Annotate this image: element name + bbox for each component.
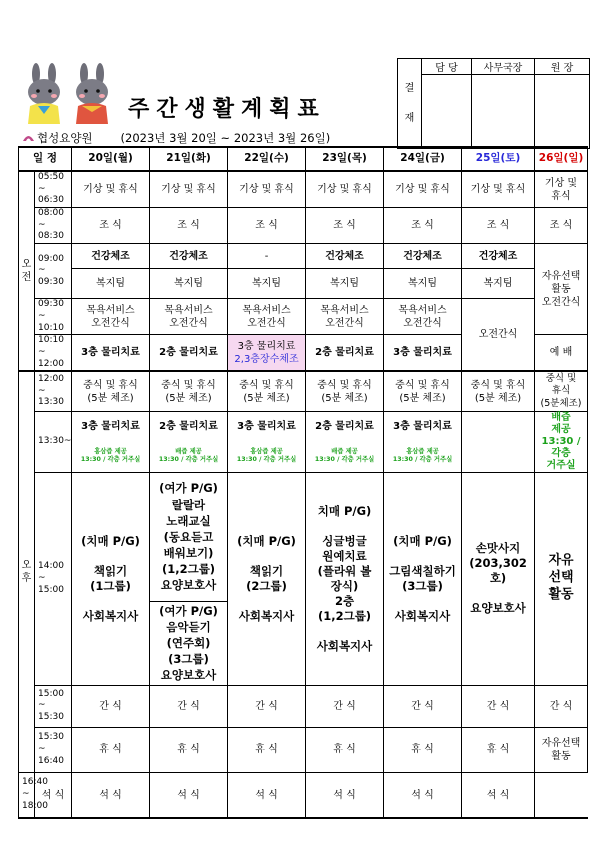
table-row [19, 685, 588, 727]
schedule-cell [228, 441, 306, 473]
pm-label [19, 371, 35, 772]
cell-text: 목욕서비스 오전간식 [320, 304, 369, 329]
cell-text-green: 홍삼즙 제공 13:30 / 각층 거주실 [236, 448, 297, 464]
org-name: 협성요양원 [37, 131, 93, 145]
time-slot [35, 299, 72, 335]
schedule-cell: 기상 및 휴식 [462, 171, 535, 208]
schedule-cell: 석 식 [150, 772, 228, 818]
schedule-cell: 조 식 [462, 208, 535, 244]
header-row [19, 147, 588, 171]
day-header-sunday: 26일(일) [535, 147, 588, 171]
cell-text: 목욕서비스 오전간식 [242, 304, 291, 329]
schedule-cell: 복지팀 [150, 269, 228, 299]
day-header: 21일(화) [150, 147, 228, 171]
cell-text: 자유선택 활동 [541, 737, 581, 762]
schedule-cell-empty [462, 411, 535, 472]
schedule-cell: 2층 물리치료 [306, 411, 384, 440]
time-slot [35, 472, 72, 685]
approval-role: 원 장 [535, 59, 590, 75]
schedule-cell: 휴 식 [150, 727, 228, 772]
schedule-cell: 복지팀 [228, 269, 306, 299]
schedule-cell [150, 299, 228, 335]
schedule-cell: 석 식 [228, 772, 306, 818]
schedule-cell: 2층 물리치료 [150, 335, 228, 372]
subtitle [22, 130, 330, 146]
time-slot: 13:30~ [35, 411, 72, 472]
program-cell [150, 472, 228, 685]
approval-sign-box[interactable] [422, 75, 472, 149]
cell-text-blue: 2,3층장수체조 [234, 353, 299, 365]
schedule-cell: 복지팀 [384, 269, 462, 299]
program-cell [228, 472, 306, 685]
approval-label-2: 재 [404, 112, 415, 124]
schedule-cell [535, 727, 588, 772]
cell-text: 자유 선택 활동 [548, 553, 574, 603]
am-label [19, 171, 35, 371]
approval-sign-box[interactable] [535, 75, 590, 149]
schedule-cell [72, 299, 150, 335]
page-title: 주간생활계획표 [128, 97, 326, 122]
schedule-cell-highlight [228, 335, 306, 372]
schedule-cell [462, 371, 535, 411]
cell-text: (치매 P/G) 책읽기 (1그룹) 사회복지사 [81, 533, 140, 623]
table-row [19, 171, 588, 208]
schedule-cell: 간 식 [535, 685, 588, 727]
table-row [19, 472, 588, 685]
schedule-cell [228, 299, 306, 335]
time-text: 14:00 ~ 15:00 [38, 561, 64, 595]
schedule-cell: 2층 물리치료 [150, 411, 228, 440]
cell-text: 중식 및 휴식 (5분 체조) [317, 379, 372, 404]
time-slot [35, 727, 72, 772]
am-label-text: 오 전 [21, 259, 32, 284]
time-text: 10:10 ~ 12:00 [38, 335, 64, 369]
cell-text: (치매 P/G) 책읽기 (2그룹) 사회복지사 [237, 533, 296, 623]
cell-text: 기상 및 휴식 [544, 177, 578, 202]
schedule-cell [384, 299, 462, 335]
cell-text: 중식 및 휴식 (5분 체조) [83, 379, 138, 404]
day-header-saturday: 25일(토) [462, 147, 535, 171]
cell-text-green: 배즙 제공 13:30 / 각층 거주실 [541, 411, 581, 471]
day-header: 20일(월) [72, 147, 150, 171]
schedule-cell [72, 371, 150, 411]
table-row [19, 727, 588, 772]
schedule-cell: 석 식 [462, 772, 535, 818]
time-slot [35, 171, 72, 208]
cell-text: 치매 P/G) 싱글벙글 원예치료 (플라워 볼 장식) 2층 (1,2그룹) 사회복지사 [316, 504, 373, 653]
time-slot [35, 208, 72, 244]
program-cell [384, 472, 462, 685]
schedule-cell: 간 식 [228, 685, 306, 727]
schedule-cell: 휴 식 [228, 727, 306, 772]
schedule-cell: 간 식 [306, 685, 384, 727]
schedule-cell [72, 441, 150, 473]
cell-text: 자유선택 활동 오전간식 [541, 270, 581, 308]
table-row [19, 371, 588, 411]
schedule-cell: 건강체조 [384, 244, 462, 269]
schedule-cell: 기상 및 휴식 [306, 171, 384, 208]
cell-text: 3층 물리치료 [237, 340, 296, 352]
schedule-cell-sunday-free [535, 244, 588, 335]
cell-text: 중식 및 휴식 (5분체조) [540, 372, 582, 409]
rabbit-right-icon [76, 63, 108, 124]
rabbit-left-icon [28, 63, 60, 124]
schedule-cell: 3층 물리치료 [72, 335, 150, 372]
cell-text: 목욕서비스 오전간식 [164, 304, 213, 329]
cell-text: 손맛사지 (203,302호) 요양보호사 [469, 541, 527, 616]
cell-text: 목욕서비스 오전간식 [86, 304, 135, 329]
time-text: 16:40 ~ 18:00 [22, 777, 48, 811]
schedule-cell [228, 371, 306, 411]
schedule-cell: 건강체조 [462, 244, 535, 269]
weekly-schedule-table [18, 146, 588, 819]
schedule-cell [384, 371, 462, 411]
schedule-cell: 석 식 [306, 772, 384, 818]
time-slot [19, 772, 48, 818]
schedule-cell [306, 441, 384, 473]
program-cell [72, 472, 150, 685]
schedule-cell: 3층 물리치료 [384, 411, 462, 440]
program-cell [535, 472, 588, 685]
table-row [19, 208, 588, 244]
schedule-cell: 조 식 [72, 208, 150, 244]
schedule-cell: 기상 및 휴식 [150, 171, 228, 208]
cell-text-green: 배즙 제공 13:30 / 각층 거주실 [314, 448, 375, 464]
schedule-cell: 복지팀 [462, 269, 535, 299]
schedule-cell: 3층 물리치료 [72, 411, 150, 440]
schedule-cell: 조 식 [150, 208, 228, 244]
schedule-cell [384, 441, 462, 473]
table-row [19, 269, 588, 299]
schedule-cell: 복지팀 [306, 269, 384, 299]
time-slot [35, 685, 72, 727]
schedule-cell [306, 371, 384, 411]
schedule-cell: 복지팀 [72, 269, 150, 299]
cell-text: 목욕서비스 오전간식 [398, 304, 447, 329]
schedule-cell: 예 배 [535, 335, 588, 372]
program-cell [306, 472, 384, 685]
schedule-cell: 2층 물리치료 [306, 335, 384, 372]
schedule-cell: 간 식 [384, 685, 462, 727]
schedule-cell: 조 식 [306, 208, 384, 244]
approval-sign-box[interactable] [472, 75, 535, 149]
schedule-cell: 건강체조 [150, 244, 228, 269]
schedule-cell: 석 식 [72, 772, 150, 818]
cell-text: (치매 P/G) 그림색칠하기 (3그룹) 사회복지사 [389, 533, 456, 623]
schedule-cell: 간 식 [72, 685, 150, 727]
schedule-cell: 3층 물리치료 [384, 335, 462, 372]
schedule-cell: 기상 및 휴식 [384, 171, 462, 208]
time-text: 08:00 ~ 08:30 [38, 208, 64, 242]
org-logo-icon [22, 133, 35, 143]
time-slot [35, 335, 72, 372]
cell-text-green: 홍삼즙 제공 13:30 / 각층 거주실 [392, 448, 453, 464]
time-text: 15:30 ~ 16:40 [38, 732, 64, 766]
rabbit-mascots-illustration [20, 62, 120, 126]
schedule-cell: 조 식 [228, 208, 306, 244]
day-header: 24일(금) [384, 147, 462, 171]
schedule-cell: 조 식 [535, 208, 588, 244]
cell-text: (여가 P/G) 음악듣기 (연주회) (3그룹) 요양보호사 [159, 604, 218, 683]
table-row [19, 299, 588, 335]
time-text: 09:30 ~ 10:10 [38, 299, 64, 333]
table-row [19, 244, 588, 269]
approval-label-1: 결 [404, 82, 415, 94]
schedule-cell: 조 식 [384, 208, 462, 244]
schedule-cell: 오전간식 [462, 299, 535, 372]
schedule-cell [535, 371, 588, 411]
cell-text-green: 배즙 제공 13:30 / 각층 거주실 [158, 448, 219, 464]
schedule-cell: 휴 식 [72, 727, 150, 772]
schedule-cell [306, 299, 384, 335]
schedule-cell: 석 식 [35, 772, 72, 818]
approval-table [397, 58, 590, 149]
schedule-cell [535, 171, 588, 208]
approval-label [398, 59, 422, 149]
schedule-cell [535, 411, 588, 472]
schedule-cell: 휴 식 [384, 727, 462, 772]
schedule-cell: 건강체조 [306, 244, 384, 269]
cell-text: (여가 P/G) 랄랄라 노래교실 (동요듣고 배워보기) (1,2그룹) 요양보호사 [150, 473, 227, 602]
header-label: 일 정 [19, 147, 72, 171]
schedule-cell: 휴 식 [306, 727, 384, 772]
table-row [19, 411, 588, 440]
day-header: 22일(수) [228, 147, 306, 171]
approval-role: 담 당 [422, 59, 472, 75]
time-slot [35, 244, 72, 299]
time-text: 15:00 ~ 15:30 [38, 688, 64, 723]
cell-text: 중식 및 휴식 (5분 체조) [161, 379, 216, 404]
schedule-cell: 휴 식 [462, 727, 535, 772]
time-text: 09:00 ~ 09:30 [38, 253, 64, 287]
schedule-cell: 기상 및 휴식 [72, 171, 150, 208]
period: (2023년 3월 20일 ~ 2023년 3월 26일) [120, 131, 331, 145]
time-text: 05:50 ~ 06:30 [38, 172, 64, 206]
cell-text-green: 홍삼즙 제공 13:30 / 각층 거주실 [80, 448, 141, 464]
pm-label-text: 오 후 [21, 560, 32, 584]
schedule-cell: - [228, 244, 306, 269]
schedule-cell: 건강체조 [72, 244, 150, 269]
schedule-cell: 3층 물리치료 [228, 411, 306, 440]
schedule-cell: 기상 및 휴식 [228, 171, 306, 208]
time-slot [35, 371, 72, 411]
schedule-cell [150, 371, 228, 411]
cell-text: 중식 및 휴식 (5분 체조) [470, 379, 526, 404]
schedule-cell: 석 식 [384, 772, 462, 818]
schedule-cell: 간 식 [462, 685, 535, 727]
day-header: 23일(목) [306, 147, 384, 171]
schedule-cell [150, 441, 228, 473]
table-row [19, 772, 588, 818]
schedule-cell: 간 식 [150, 685, 228, 727]
program-cell [462, 472, 535, 685]
cell-text: 중식 및 휴식 (5분 체조) [395, 379, 450, 404]
cell-text: 중식 및 휴식 (5분 체조) [239, 379, 294, 404]
time-text: 12:00 ~ 13:30 [38, 373, 64, 408]
approval-role: 사무국장 [472, 59, 535, 75]
